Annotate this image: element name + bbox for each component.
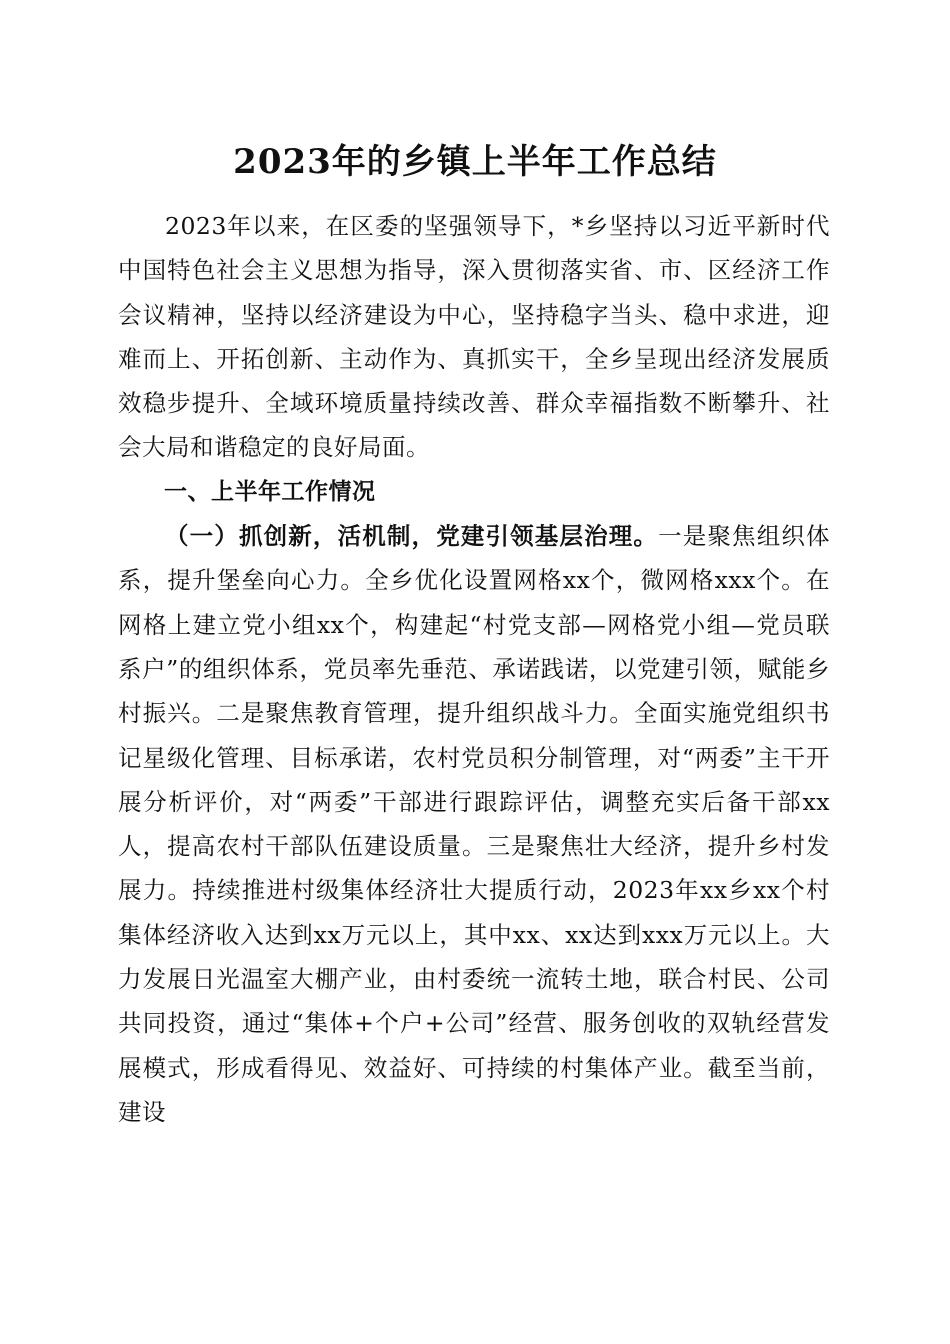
section-paragraph-text: 一是聚焦组织体系，提升堡垒向心力。全乡优化设置网格xx个，微网格xxx个。在网格上建立党小组xx个，构建起“村党支部—网格党小组—党员联系户”的组织体系，党员率先垂范、承诺践诺，以党建引领，赋能乡村振兴。二是聚焦教育管理，提升组织战斗力。全面实施党组织书记星级化管理、目标承诺，农村党员积分制管理，对“两委”主干开展分析评价，对“两委”干部进行跟踪评估，调整充实后备干部xx人，提高农村干部队伍建设质量。三是聚焦壮大经济，提升乡村发展力。持续推进村级集体经济壮大提质行动，2023年xx乡xx个村集体经济收入达到xx万元以上，其中xx、xx达到xxx万元以上。大力发展日光温室大棚产业，由村委统一流转土地，联合村民、公司共同投资，通过“集体+个户+公司”经营、服务创收的双轨经营发展模式，形成看得见、效益好、可持续的村集体产业。截至当前，建设 [118,522,831,1126]
section-heading: 一、上半年工作情况 [164,478,376,505]
sub-heading: （一）抓创新，活机制，党建引领基层治理。 [165,522,659,551]
intro-paragraph: 2023年以来，在区委的坚强领导下，*乡坚持以习近平新时代中国特色社会主义思想为指导，深入贯彻落实省、市、区经济工作会议精神，坚持以经济建设为中心，坚持稳字当头、稳中求进，迎难而上、开拓创新、主动作为、真抓实干，全乡呈现出经济发展质效稳步提升、全域环境质量持续改善、群众幸福指数不断攀升、社会大局和谐稳定的良好局面。 [118,212,830,462]
document-title: 2023年的乡镇上半年工作总结 [233,142,717,182]
section-paragraph [118,514,830,1134]
document-body [118,204,830,1134]
